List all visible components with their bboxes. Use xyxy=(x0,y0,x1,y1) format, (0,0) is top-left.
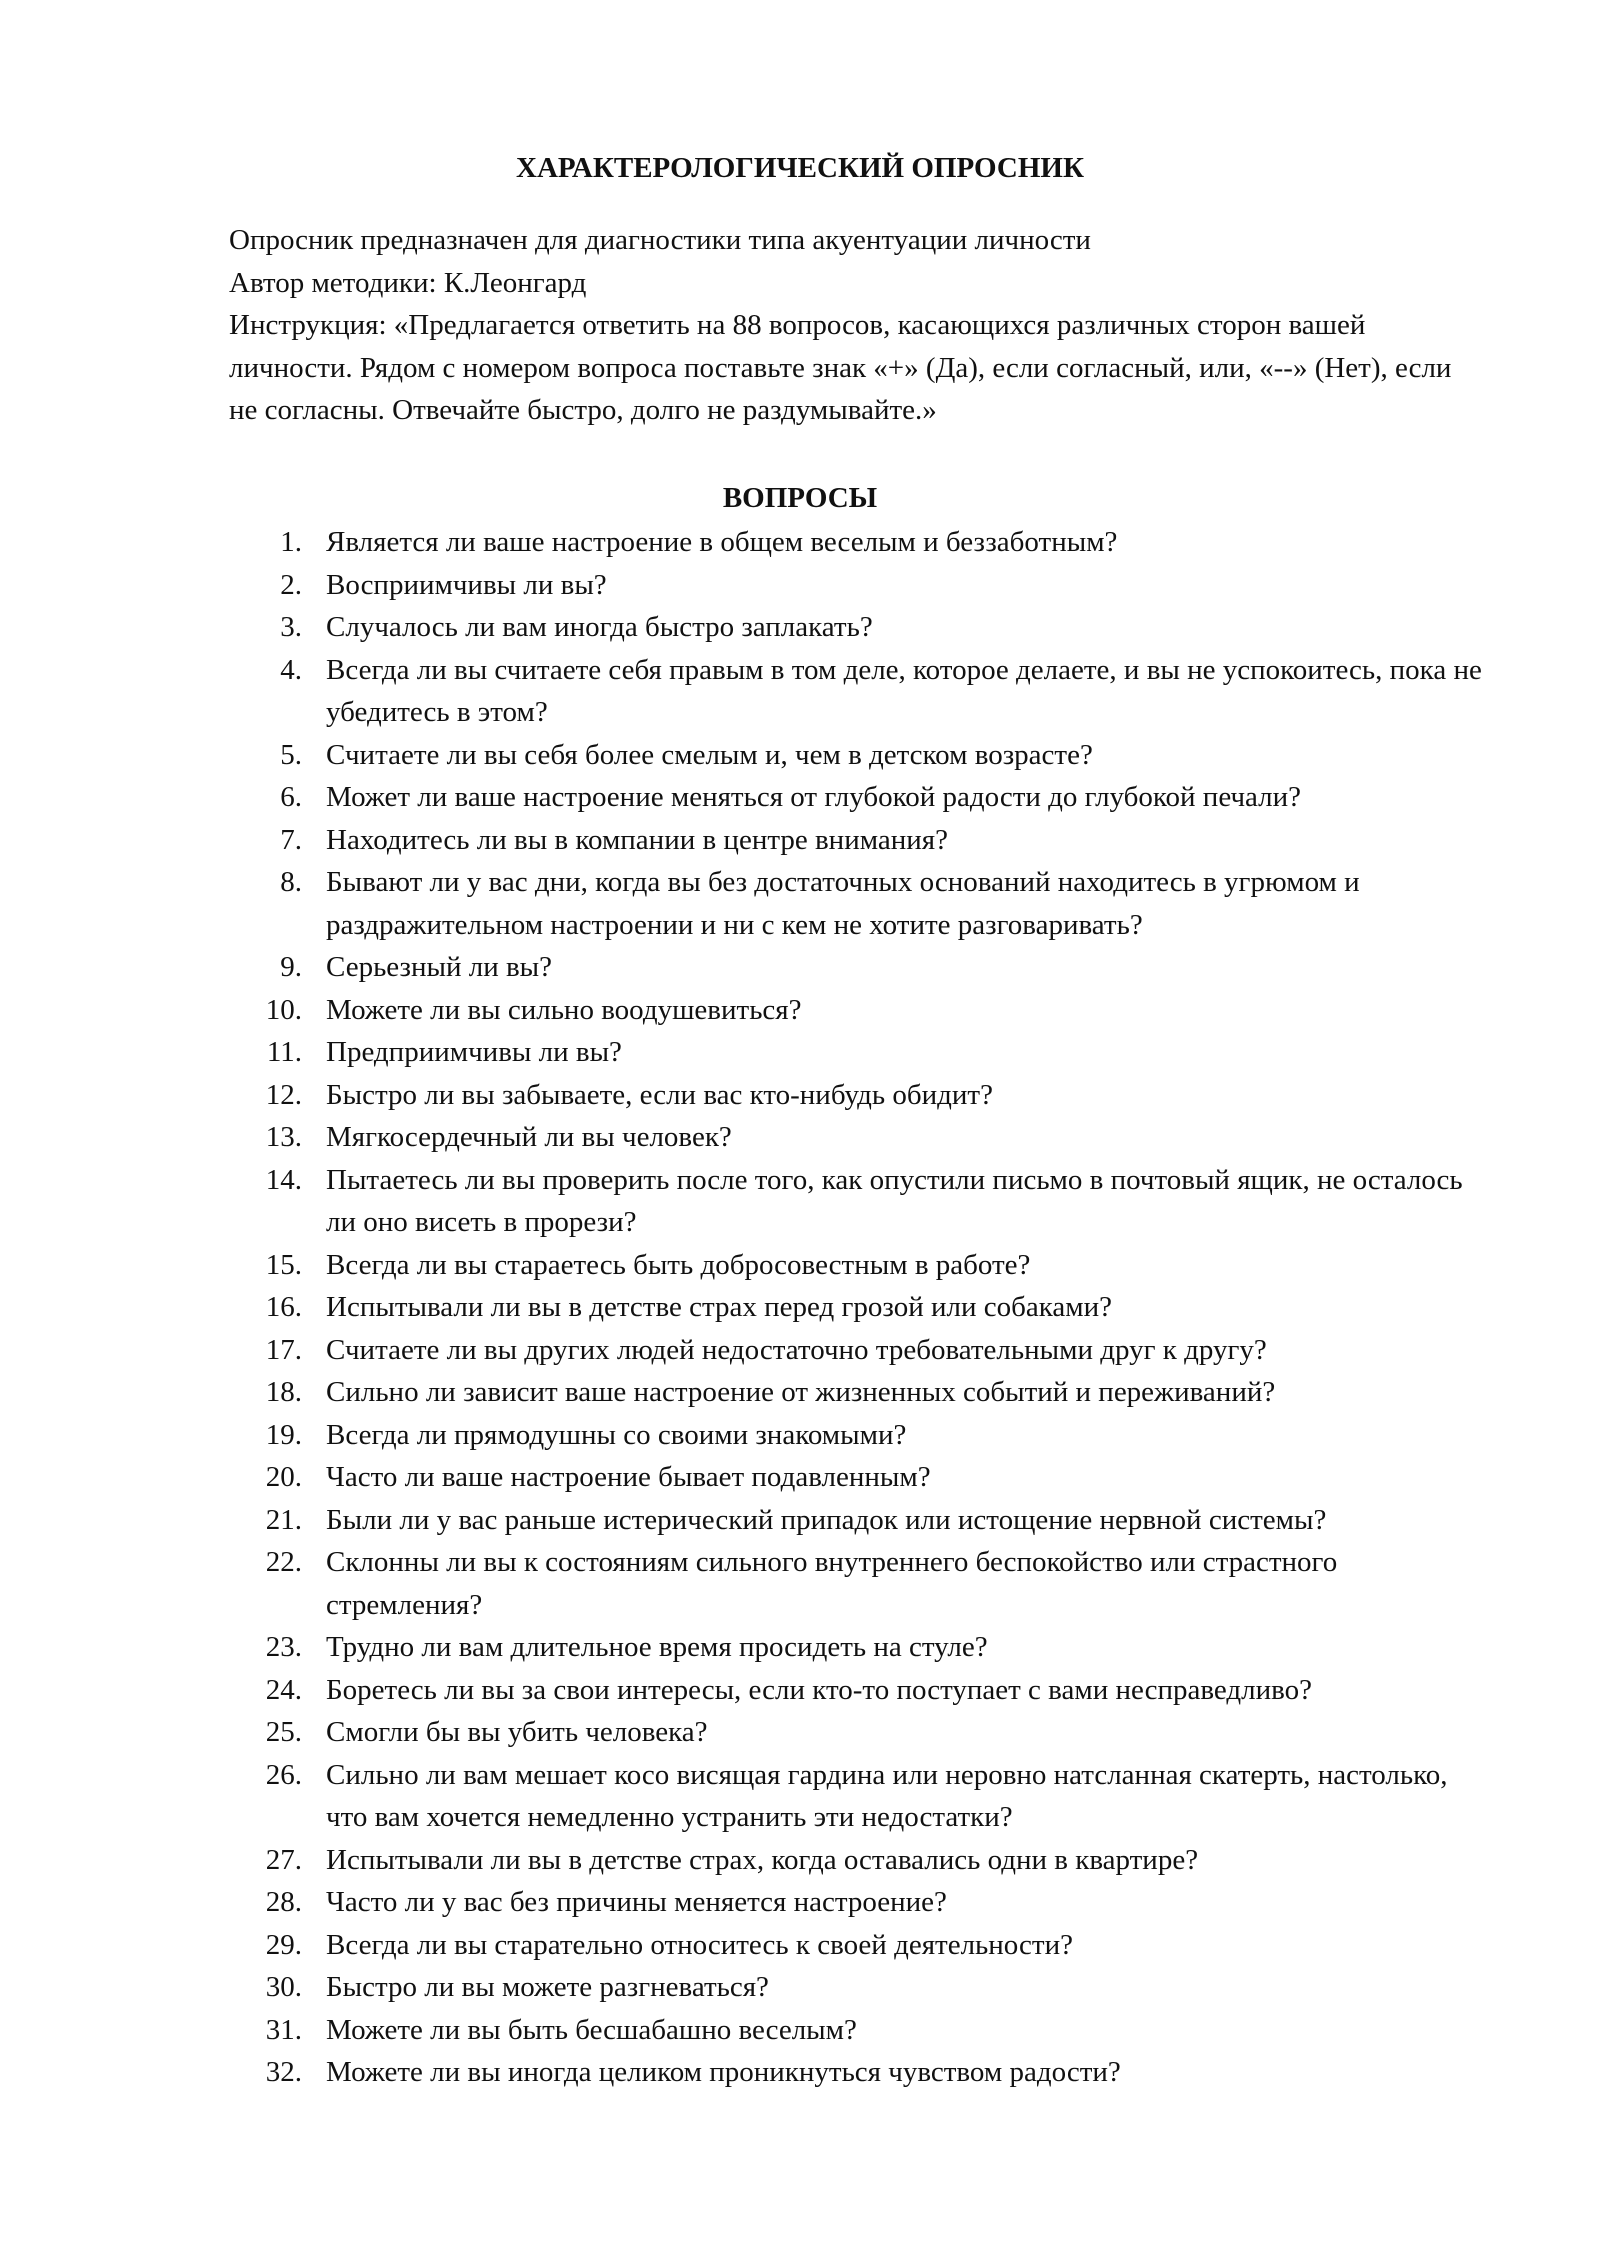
question-text: Пытаетесь ли вы проверить после того, как опустили письмо в почтовый ящик, не осталось ли оно висеть в прорези? xyxy=(326,1163,1463,1238)
question-text: Можете ли вы сильно воодушевиться? xyxy=(326,993,802,1026)
question-number: 22. xyxy=(265,1546,302,1578)
intro-author: Автор методики: К.Леонгард xyxy=(229,266,587,299)
question-item xyxy=(246,946,1496,989)
question-text: Считаете ли вы других людей недостаточно требовательными друг к другу? xyxy=(326,1333,1267,1366)
question-item xyxy=(246,1839,1496,1882)
question-number: 28. xyxy=(265,1886,302,1918)
question-text: Является ли ваше настроение в общем веселым и беззаботным? xyxy=(326,526,1118,558)
question-number: 11. xyxy=(266,1036,302,1068)
question-text: Склонны ли вы к состояниям сильного внутреннего беспокойство или страстного стремления? xyxy=(326,1546,1338,1621)
question-number: 25. xyxy=(265,1716,302,1748)
question-text: Часто ли ваше настроение бывает подавленным? xyxy=(326,1461,931,1493)
question-item xyxy=(246,734,1496,777)
question-item xyxy=(246,1499,1496,1542)
question-number: 20. xyxy=(265,1461,302,1493)
question-text: Быстро ли вы можете разгневаться? xyxy=(326,1971,769,2003)
question-text: Испытывали ли вы в детстве страх перед грозой или собаками? xyxy=(326,1291,1112,1323)
question-number: 12. xyxy=(265,1078,302,1111)
question-text: Серьезный ли вы? xyxy=(326,951,553,983)
question-item xyxy=(246,1711,1496,1754)
question-item xyxy=(246,1924,1496,1967)
question-text: Испытывали ли вы в детстве страх, когда оставались одни в квартире? xyxy=(326,1843,1199,1876)
question-item xyxy=(246,1754,1496,1839)
question-text: Бывают ли у вас дни, когда вы без достаточных оснований находитесь в угрюмом и раздражительном настроении и ни с кем не хотите разговаривать? xyxy=(326,866,1360,941)
question-item xyxy=(246,861,1496,946)
question-item xyxy=(246,2051,1496,2094)
question-item xyxy=(246,564,1496,607)
question-number: 3. xyxy=(280,611,302,643)
question-item xyxy=(246,606,1496,649)
question-number: 23. xyxy=(265,1631,302,1663)
question-text: Находитесь ли вы в компании в центре внимания? xyxy=(326,823,948,856)
question-text: Восприимчивы ли вы? xyxy=(326,568,607,601)
question-number: 30. xyxy=(265,1971,302,2003)
question-number: 16. xyxy=(265,1291,302,1323)
intro-instruction: Инструкция: «Предлагается ответить на 88 вопросов, касающихся различных сторон вашей личности. Рядом с номером вопроса поставьте знак «+» (Да), если согласный, или, «--» (Нет), если не согласны. Отвечайте быстро, долго не раздумывайте.» xyxy=(229,309,1452,426)
question-item xyxy=(246,1414,1496,1457)
question-number: 14. xyxy=(265,1163,302,1196)
question-number: 13. xyxy=(265,1121,302,1153)
question-number: 24. xyxy=(265,1673,302,1706)
question-item xyxy=(246,1669,1496,1712)
question-text: Всегда ли прямодушны со своими знакомыми? xyxy=(326,1418,907,1451)
question-text: Всегда ли вы старательно относитесь к своей деятельности? xyxy=(326,1928,1073,1961)
question-number: 18. xyxy=(265,1376,302,1408)
question-number: 19. xyxy=(265,1418,302,1451)
question-number: 8. xyxy=(280,866,302,898)
question-item xyxy=(246,1074,1496,1117)
question-number: 17. xyxy=(265,1333,302,1366)
question-item xyxy=(246,1456,1496,1499)
question-number: 4. xyxy=(280,653,302,686)
question-item xyxy=(246,1286,1496,1329)
question-text: Сильно ли вам мешает косо висящая гардина или неровно натсланная скатерть, настолько, что вам хочется немедленно устранить эти недостатки? xyxy=(326,1758,1448,1833)
question-item xyxy=(246,1881,1496,1924)
question-text: Трудно ли вам длительное время просидеть на стуле? xyxy=(326,1631,988,1663)
question-item xyxy=(246,776,1496,819)
question-text: Считаете ли вы себя более смелым и, чем в детском возрасте? xyxy=(326,738,1093,771)
question-number: 7. xyxy=(280,823,302,856)
question-text: Сильно ли зависит ваше настроение от жизненных событий и переживаний? xyxy=(326,1376,1276,1408)
question-text: Предприимчивы ли вы? xyxy=(326,1036,622,1068)
question-text: Можете ли вы иногда целиком проникнуться чувством радости? xyxy=(326,2056,1121,2088)
question-text: Мягкосердечный ли вы человек? xyxy=(326,1121,732,1153)
question-text: Быстро ли вы забываете, если вас кто-нибудь обидит? xyxy=(326,1078,993,1111)
question-number: 32. xyxy=(265,2056,302,2088)
question-item xyxy=(246,1966,1496,2009)
question-number: 26. xyxy=(265,1758,302,1791)
question-text: Часто ли у вас без причины меняется настроение? xyxy=(326,1886,947,1918)
question-item xyxy=(246,1244,1496,1287)
question-number: 6. xyxy=(280,781,302,813)
question-text: Можете ли вы быть бесшабашно веселым? xyxy=(326,2013,857,2046)
question-number: 29. xyxy=(265,1928,302,1961)
question-number: 10. xyxy=(265,993,302,1026)
question-text: Были ли у вас раньше истерический припадок или истощение нервной системы? xyxy=(326,1503,1327,1536)
question-number: 2. xyxy=(280,568,302,601)
question-text: Всегда ли вы считаете себя правым в том деле, которое делаете, и вы не успокоитесь, пока не убедитесь в этом? xyxy=(326,653,1482,728)
question-text: Смогли бы вы убить человека? xyxy=(326,1716,708,1748)
intro-block xyxy=(229,219,1469,432)
question-text: Может ли ваше настроение меняться от глубокой радости до глубокой печали? xyxy=(326,781,1302,813)
question-item xyxy=(246,521,1496,564)
question-item xyxy=(246,1371,1496,1414)
document-title: ХАРАКТЕРОЛОГИЧЕСКИЙ ОПРОСНИК xyxy=(516,152,1084,184)
question-number: 31. xyxy=(265,2013,302,2046)
question-number: 21. xyxy=(265,1503,302,1536)
questions-list xyxy=(246,521,1496,2094)
question-item xyxy=(246,1626,1496,1669)
question-item xyxy=(246,819,1496,862)
question-item xyxy=(246,1031,1496,1074)
question-item xyxy=(246,1329,1496,1372)
question-number: 15. xyxy=(265,1248,302,1281)
question-number: 27. xyxy=(265,1843,302,1876)
question-item xyxy=(246,2009,1496,2052)
intro-purpose: Опросник предназначен для диагностики типа акуентуации личности xyxy=(229,224,1091,256)
question-item xyxy=(246,1159,1496,1244)
question-text: Всегда ли вы стараетесь быть добросовестным в работе? xyxy=(326,1248,1031,1281)
section-title: ВОПРОСЫ xyxy=(722,482,878,514)
question-number: 1. xyxy=(280,526,302,558)
question-text: Боретесь ли вы за свои интересы, если кто-то поступает с вами несправедливо? xyxy=(326,1673,1312,1706)
question-item xyxy=(246,649,1496,734)
question-text: Случалось ли вам иногда быстро заплакать? xyxy=(326,611,873,643)
question-item xyxy=(246,1541,1496,1626)
question-number: 9. xyxy=(280,951,302,983)
question-number: 5. xyxy=(280,738,302,771)
question-item xyxy=(246,989,1496,1032)
question-item xyxy=(246,1116,1496,1159)
